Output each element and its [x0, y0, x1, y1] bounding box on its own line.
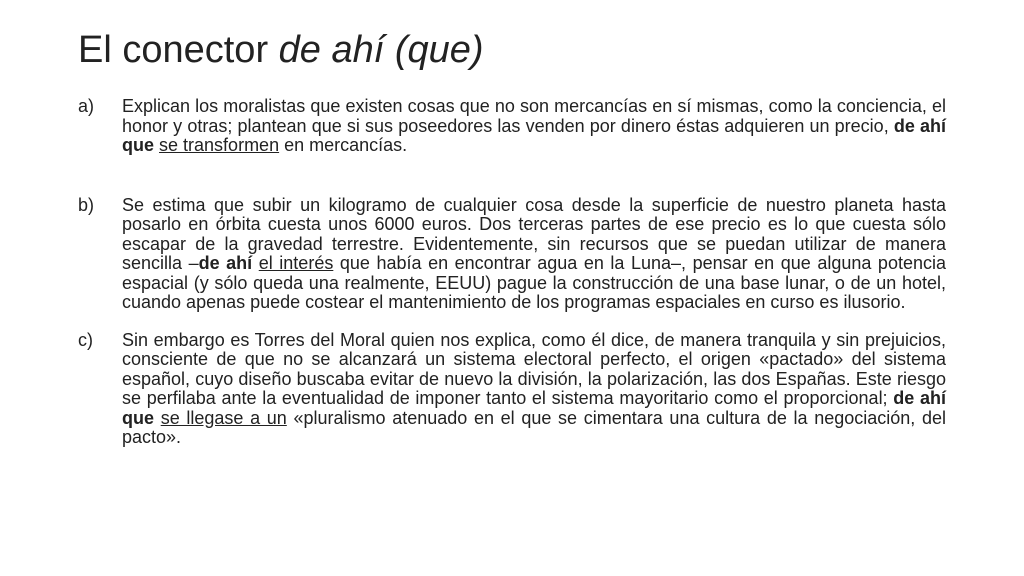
item-text-end: en mercancías. — [279, 135, 408, 155]
example-item-b — [78, 196, 946, 313]
connector-highlight: de ahí — [198, 253, 253, 273]
underlined-phrase: se transformen — [159, 135, 280, 155]
item-marker: b) — [78, 194, 95, 215]
example-item-a — [78, 97, 946, 156]
example-item-c — [78, 331, 946, 448]
slide-title — [78, 28, 484, 72]
title-prefix: El conector — [78, 29, 279, 71]
item-text: Explican los moralistas que existen cosas que no son mercancías en sí mismas, como la conciencia, el honor y otras; plantean que si sus poseedores las venden por dinero éstas adquieren un precio, — [122, 96, 946, 136]
item-text-end: que había en encontrar agua en la Luna–, pensar en que alguna potencia espacial (y sólo queda una realmente, EEUU) pague la construcción de una base lunar, o de un hotel, cuando apenas puede costear el mantenimiento de los programas espaciales en curso es ilusorio. — [122, 253, 946, 312]
item-text: Sin embargo es Torres del Moral quien nos explica, como él dice, de manera tranquila y sin prejuicios, consciente de que no se alcanzará un sistema electoral perfecto, el origen «pactado» del sistema español, cuyo diseño buscaba evitar de nuevo la división, la polarización, las dos Españas. Este riesgo se perfilaba ante la eventualidad de imponer tanto el sistema mayoritario como el proporcional; — [122, 329, 946, 408]
title-italic: de ahí (que) — [278, 29, 484, 71]
item-text: Se estima que subir un kilogramo de cualquier cosa desde la superficie de nuestro planeta hasta posarlo en órbita cuesta unos 6000 euros. Dos terceras partes de ese precio es lo que cuesta sólo escapar de la gravedad terrestre. Evidentemente, sin recursos que se puedan utilizar de manera sencilla – — [122, 194, 946, 273]
item-text-end: «pluralismo atenuado en el que se cimentara una cultura de la negociación, del pacto». — [122, 407, 946, 447]
item-space — [154, 408, 161, 428]
item-marker: c) — [78, 329, 93, 350]
underlined-phrase: se llegase a un — [160, 407, 287, 428]
connector-highlight: de ahí que — [122, 388, 946, 428]
examples-list — [78, 97, 946, 448]
connector-highlight: de ahí que — [122, 115, 947, 155]
item-marker: a) — [78, 96, 95, 116]
underlined-phrase: el interés — [258, 253, 334, 273]
